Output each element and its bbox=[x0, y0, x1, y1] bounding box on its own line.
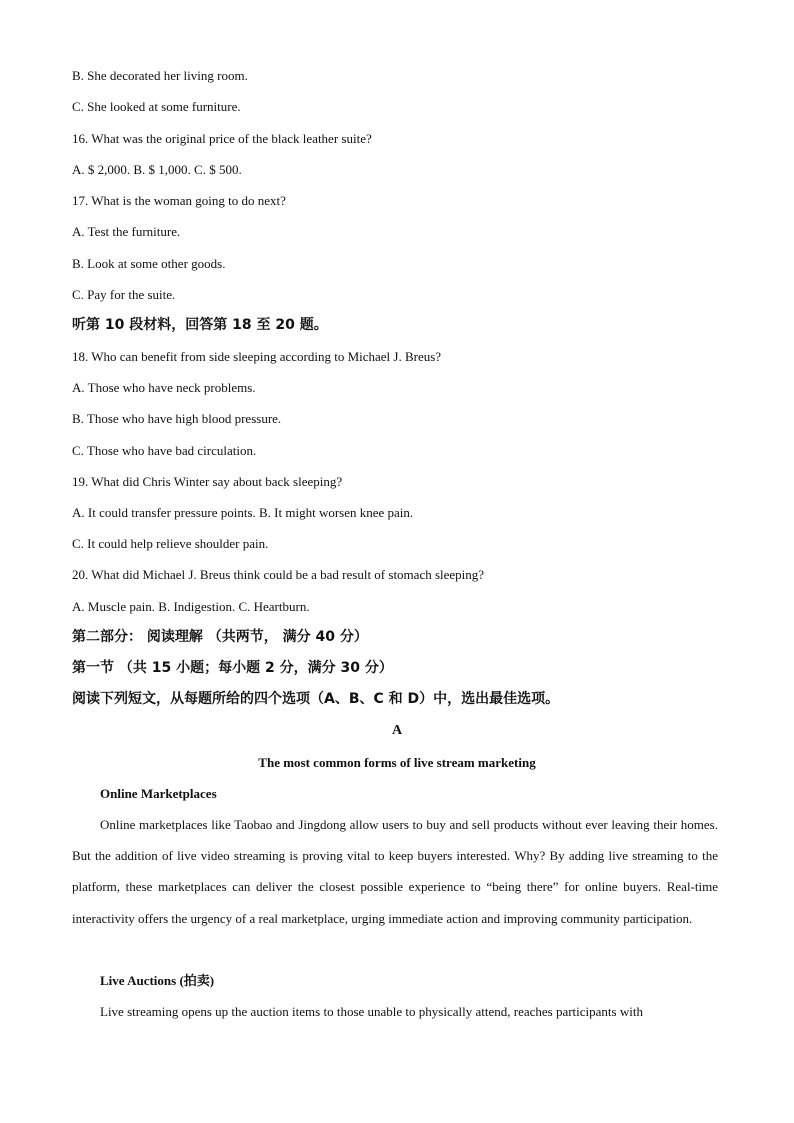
option-19c: C. It could help relieve shoulder pain. bbox=[72, 536, 269, 551]
option-18a: A. Those who have neck problems. bbox=[72, 380, 256, 395]
option-17c: C. Pay for the suite. bbox=[72, 287, 176, 302]
option-17a: A. Test the furniture. bbox=[72, 224, 181, 239]
options-20: A. Muscle pain. B. Indigestion. C. Heartburn. bbox=[72, 599, 310, 614]
question-19: 19. What did Chris Winter say about back sleeping? bbox=[72, 474, 343, 489]
question-18: 18. Who can benefit from side sleeping according to Michael J. Breus? bbox=[72, 349, 442, 364]
subheading-online-marketplaces: Online Marketplaces bbox=[100, 786, 217, 801]
option-18c: C. Those who have bad circulation. bbox=[72, 443, 257, 458]
option-17b: B. Look at some other goods. bbox=[72, 256, 226, 271]
paragraph-online-marketplaces: Online marketplaces like Taobao and Jingdong allow users to buy and sell products without ever leaving their homes. But the addition of live video streaming is proving vital to keep buyers interested. Why? By adding live streaming to the platform, these marketplaces can deliver the closest possible experience to “being there” for online buyers. Real-time interactivity offers the urgency of a real marketplace, urging immediate action and improving community participation. bbox=[72, 817, 718, 926]
options-19ab: A. It could transfer pressure points. B. It might worsen knee pain. bbox=[72, 505, 414, 520]
option-15c: C. She looked at some furniture. bbox=[72, 99, 241, 114]
part-two-heading: 第二部分： 阅读理解 （共两节， 满分 40 分） bbox=[72, 629, 368, 645]
section-one-heading: 第一节 （共 15 小题；每小题 2 分，满分 30 分） bbox=[72, 660, 393, 676]
paragraph-live-auctions: Live streaming opens up the auction items to those unable to physically attend, reaches participants with bbox=[100, 1004, 643, 1019]
listening-instruction: 听第 10 段材料，回答第 18 至 20 题。 bbox=[72, 317, 328, 333]
question-17: 17. What is the woman going to do next? bbox=[72, 193, 286, 208]
reading-instruction: 阅读下列短文，从每题所给的四个选项（A、B、C 和 D）中，选出最佳选项。 bbox=[72, 691, 560, 707]
subheading-live-auctions: Live Auctions (拍卖) bbox=[100, 973, 215, 988]
option-15b: B. She decorated her living room. bbox=[72, 68, 248, 83]
option-18b: B. Those who have high blood pressure. bbox=[72, 411, 282, 426]
passage-title: The most common forms of live stream marketing bbox=[258, 755, 536, 770]
options-16: A. $ 2,000. B. $ 1,000. C. $ 500. bbox=[72, 162, 242, 177]
question-20: 20. What did Michael J. Breus think could be a bad result of stomach sleeping? bbox=[72, 567, 485, 582]
section-letter: A bbox=[391, 723, 403, 738]
question-16: 16. What was the original price of the black leather suite? bbox=[72, 131, 372, 146]
